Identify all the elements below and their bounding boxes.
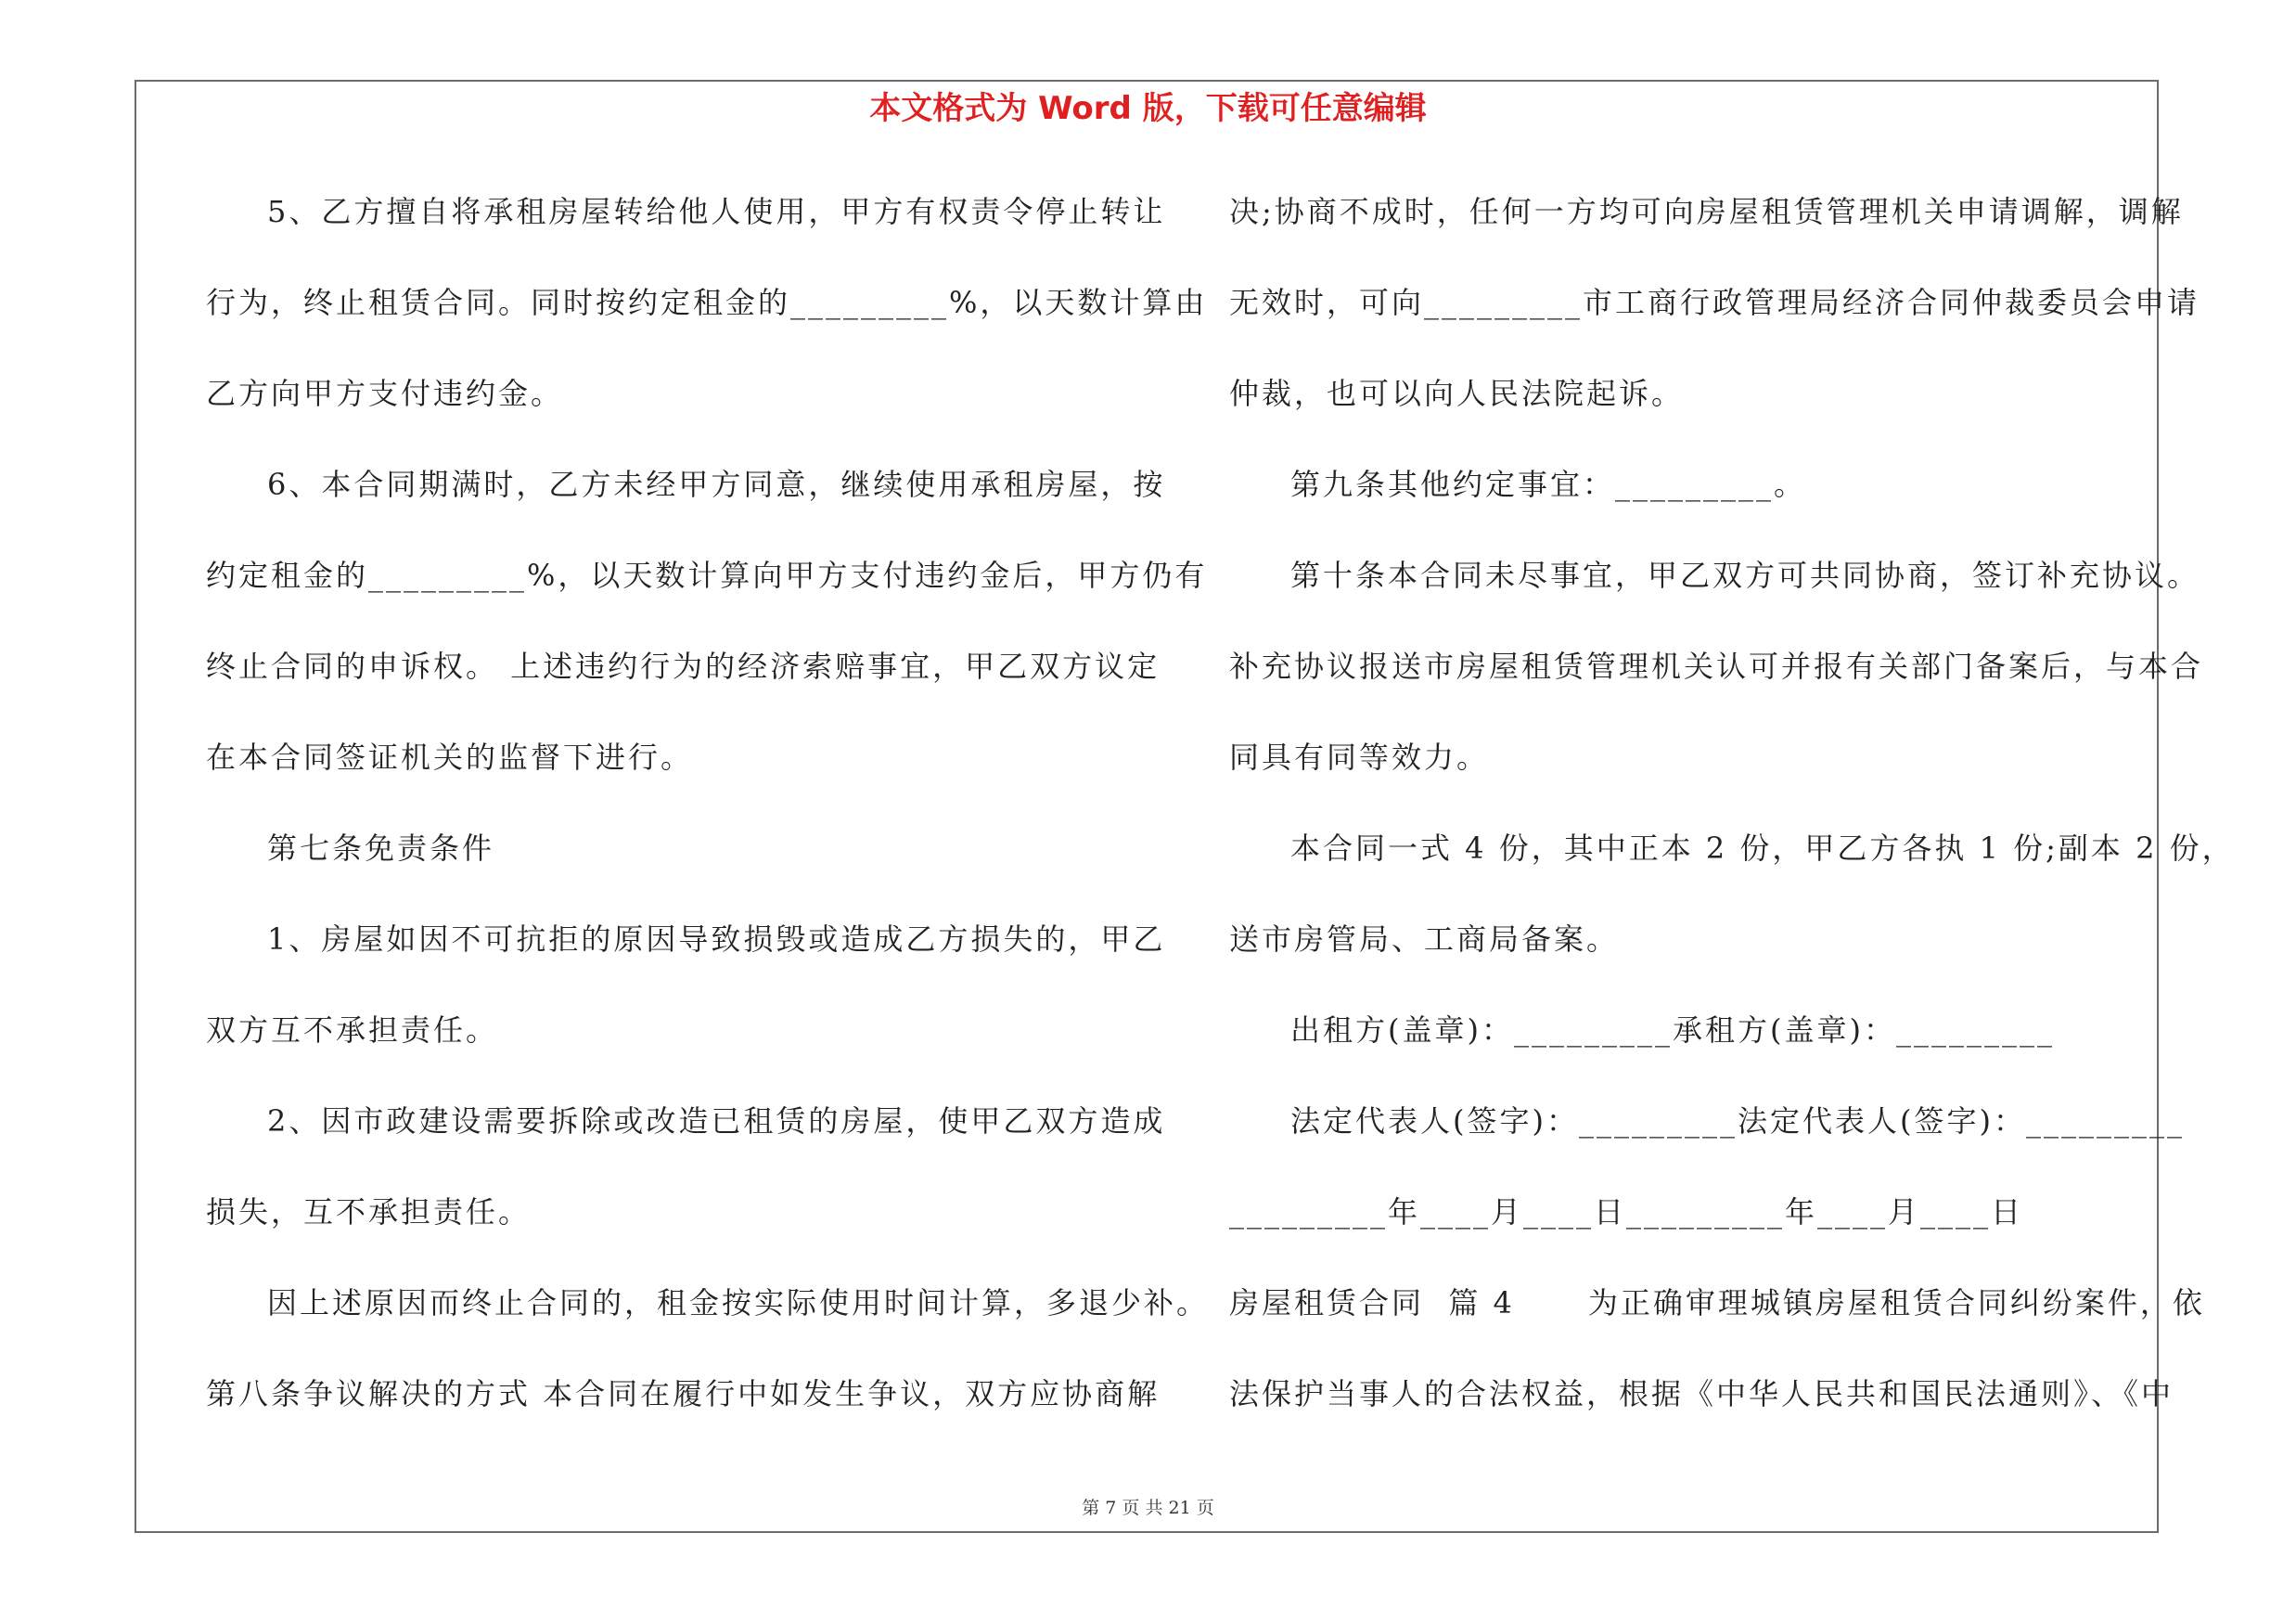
right-column xyxy=(1229,184,2235,1457)
text-line: 终止合同的申诉权。 上述违约行为的经济索赔事宜，甲乙双方议定 xyxy=(206,649,1161,684)
text-line: 送市房管局、工商局备案。 xyxy=(1229,921,1620,957)
text-line: 乙方向甲方支付违约金。 xyxy=(206,376,564,411)
text-line: 在本合同签证机关的监督下进行。 xyxy=(206,740,694,775)
text-line: 双方互不承担责任。 xyxy=(206,1012,499,1048)
left-column xyxy=(206,184,1210,1457)
text-line: 因上述原因而终止合同的，租金按实际使用时间计算，多退少补。 xyxy=(267,1285,1210,1320)
text-line: 补充协议报送市房屋租赁管理机关认可并报有关部门备案后，与本合 xyxy=(1229,649,2204,684)
text-line: 第十条本合同未尽事宜，甲乙双方可共同协商，签订补充协议。 xyxy=(1290,558,2200,593)
section-heading: 第七条免责条件 xyxy=(267,831,495,866)
page-number: 第 7 页 共 21 页 xyxy=(1082,1498,1214,1518)
format-banner: 本文格式为 Word 版，下载可任意编辑 xyxy=(869,90,1427,127)
text-line: 5、乙方擅自将承租房屋转给他人使用，甲方有权责令停止转让 xyxy=(267,194,1166,229)
text-line: 1、房屋如因不可抗拒的原因导致损毁或造成乙方损失的，甲乙 xyxy=(267,921,1166,957)
signature-line: 法定代表人(签字)：_________法定代表人(签字)：_________ xyxy=(1290,1103,2185,1139)
text-line: 第八条争议解决的方式 本合同在履行中如发生争议，双方应协商解 xyxy=(206,1376,1161,1411)
text-line: 房屋租赁合同 篇 4 为正确审理城镇房屋租赁合同纠纷案件，依 xyxy=(1229,1285,2205,1320)
text-line: 本合同一式 4 份，其中正本 2 份，甲乙方各执 1 份;副本 2 份， xyxy=(1290,831,2235,866)
text-line: 无效时，可向_________市工商行政管理局经济合同仲裁委员会申请 xyxy=(1229,285,2200,320)
text-line: 行为，终止租赁合同。同时按约定租金的_________%，以天数计算由 xyxy=(206,285,1208,320)
date-line: _________年____月____日_________年____月____日 xyxy=(1229,1194,2024,1230)
text-line: 6、本合同期满时，乙方未经甲方同意，继续使用承租房屋，按 xyxy=(267,467,1166,502)
text-line: 法保护当事人的合法权益，根据《中华人民共和国民法通则》、《中 xyxy=(1229,1376,2174,1411)
text-line: 仲裁，也可以向人民法院起诉。 xyxy=(1229,376,1685,411)
text-line: 约定租金的_________%，以天数计算向甲方支付违约金后，甲方仍有 xyxy=(206,558,1208,593)
signature-line: 出租方(盖章)：_________承租方(盖章)：_________ xyxy=(1290,1012,2055,1048)
section-heading: 第九条其他约定事宜：_________。 xyxy=(1290,467,1807,502)
text-line: 2、因市政建设需要拆除或改造已租赁的房屋，使甲乙双方造成 xyxy=(267,1103,1166,1139)
text-line: 损失，互不承担责任。 xyxy=(206,1194,532,1230)
text-line: 决;协商不成时，任何一方均可向房屋租赁管理机关申请调解，调解 xyxy=(1229,194,2184,229)
text-line: 同具有同等效力。 xyxy=(1229,740,1490,775)
